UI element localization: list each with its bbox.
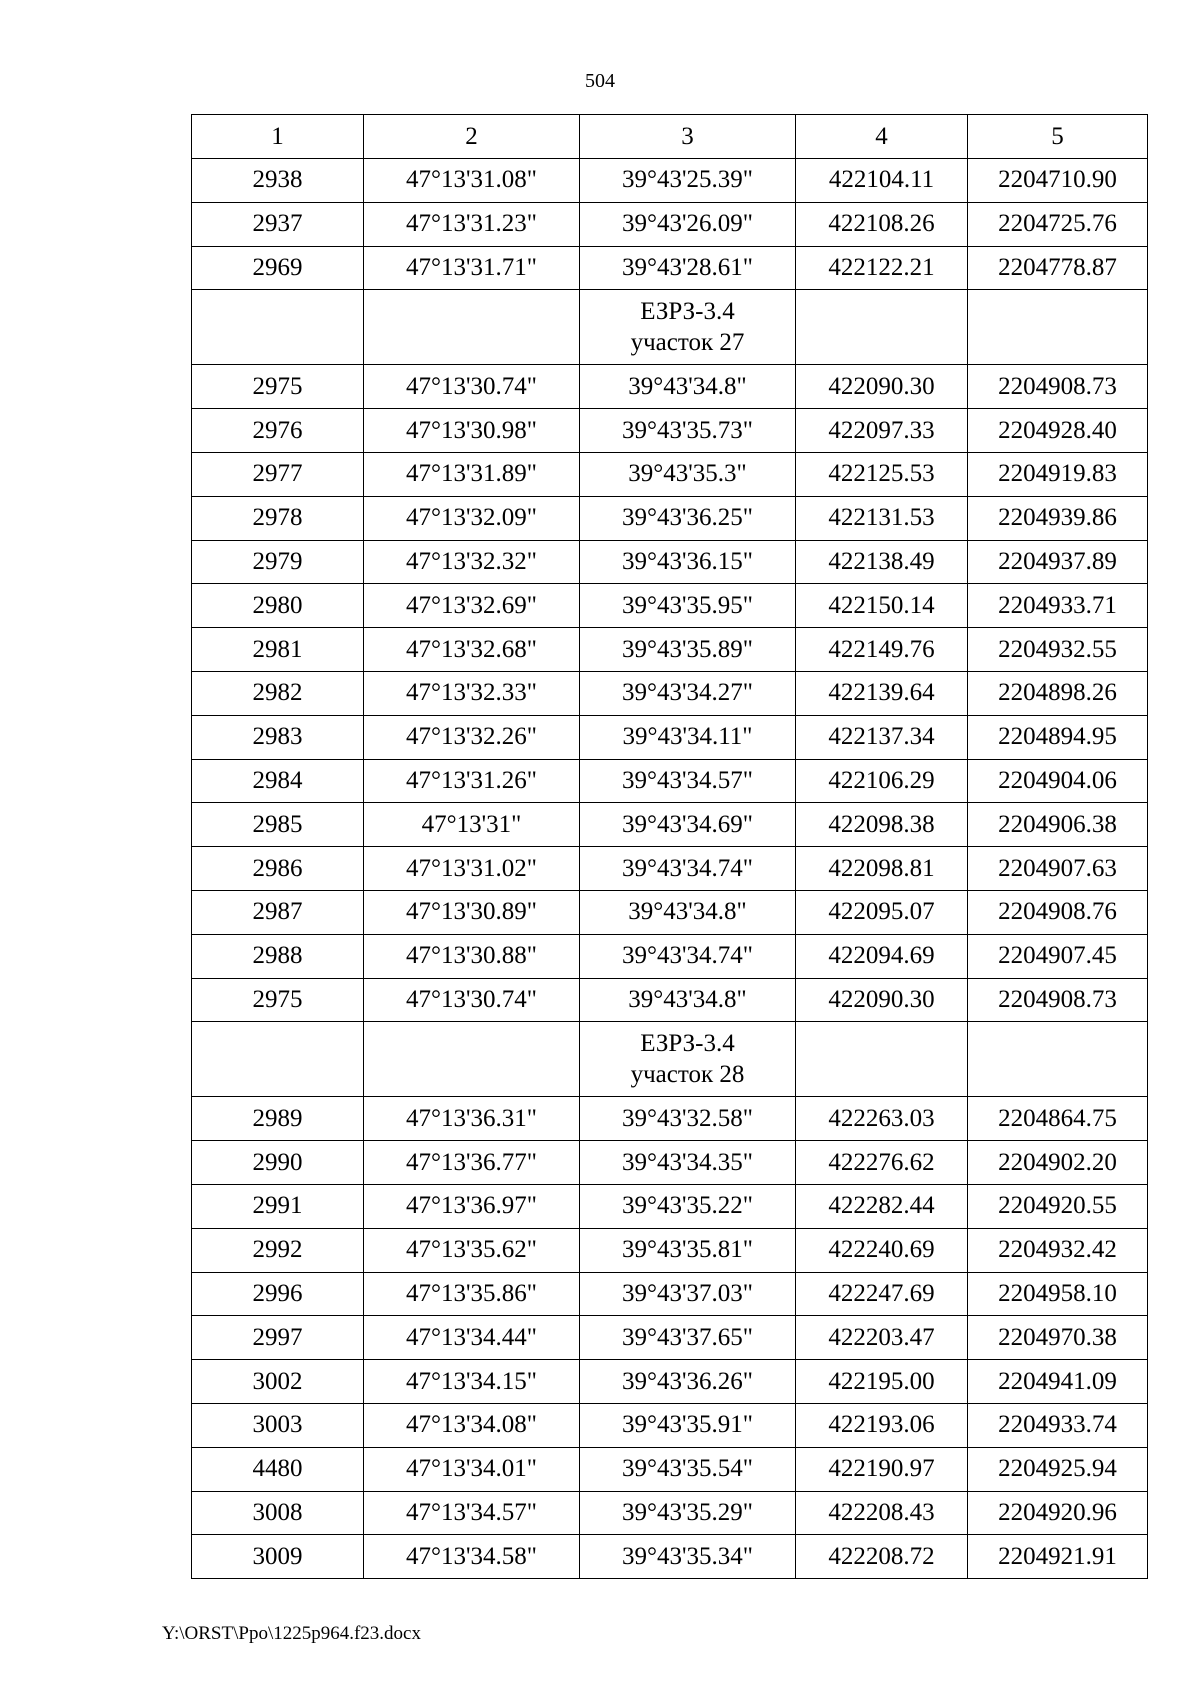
y-coordinate-cell: 2204937.89	[968, 540, 1148, 584]
point-number-cell: 2982	[192, 671, 364, 715]
empty-cell	[796, 1022, 968, 1097]
y-coordinate-cell: 2204920.96	[968, 1491, 1148, 1535]
latitude-cell: 47°13'31"	[364, 803, 580, 847]
x-coordinate-cell: 422149.76	[796, 628, 968, 672]
x-coordinate-cell: 422108.26	[796, 202, 968, 246]
x-coordinate-cell: 422282.44	[796, 1184, 968, 1228]
column-header: 2	[364, 115, 580, 159]
x-coordinate-cell: 422195.00	[796, 1360, 968, 1404]
x-coordinate-cell: 422138.49	[796, 540, 968, 584]
point-number-cell: 2992	[192, 1228, 364, 1272]
latitude-cell: 47°13'34.44"	[364, 1316, 580, 1360]
table-row	[192, 365, 1148, 409]
y-coordinate-cell: 2204970.38	[968, 1316, 1148, 1360]
point-number-cell: 2989	[192, 1097, 364, 1141]
point-number-cell: 2991	[192, 1184, 364, 1228]
longitude-cell: 39°43'34.74"	[580, 934, 796, 978]
latitude-cell: 47°13'31.71"	[364, 246, 580, 290]
table-row	[192, 1272, 1148, 1316]
section-label-cell	[580, 1022, 796, 1097]
empty-cell	[968, 1022, 1148, 1097]
y-coordinate-cell: 2204939.86	[968, 496, 1148, 540]
latitude-cell: 47°13'34.57"	[364, 1491, 580, 1535]
x-coordinate-cell: 422094.69	[796, 934, 968, 978]
point-number-cell: 2938	[192, 159, 364, 203]
table-row	[192, 452, 1148, 496]
x-coordinate-cell: 422137.34	[796, 715, 968, 759]
point-number-cell: 2976	[192, 409, 364, 453]
latitude-cell: 47°13'31.02"	[364, 847, 580, 891]
table-row	[192, 540, 1148, 584]
longitude-cell: 39°43'32.58"	[580, 1097, 796, 1141]
point-number-cell: 2988	[192, 934, 364, 978]
point-number-cell: 2983	[192, 715, 364, 759]
latitude-cell: 47°13'30.89"	[364, 890, 580, 934]
point-number-cell: 2996	[192, 1272, 364, 1316]
y-coordinate-cell: 2204725.76	[968, 202, 1148, 246]
latitude-cell: 47°13'31.08"	[364, 159, 580, 203]
x-coordinate-cell: 422240.69	[796, 1228, 968, 1272]
latitude-cell: 47°13'32.32"	[364, 540, 580, 584]
latitude-cell: 47°13'30.98"	[364, 409, 580, 453]
table-row	[192, 759, 1148, 803]
latitude-cell: 47°13'31.89"	[364, 452, 580, 496]
y-coordinate-cell: 2204921.91	[968, 1535, 1148, 1579]
y-coordinate-cell: 2204941.09	[968, 1360, 1148, 1404]
y-coordinate-cell: 2204925.94	[968, 1447, 1148, 1491]
x-coordinate-cell: 422208.43	[796, 1491, 968, 1535]
latitude-cell: 47°13'35.86"	[364, 1272, 580, 1316]
latitude-cell: 47°13'31.26"	[364, 759, 580, 803]
x-coordinate-cell: 422276.62	[796, 1141, 968, 1185]
longitude-cell: 39°43'35.89"	[580, 628, 796, 672]
longitude-cell: 39°43'34.8"	[580, 978, 796, 1022]
x-coordinate-cell: 422190.97	[796, 1447, 968, 1491]
y-coordinate-cell: 2204919.83	[968, 452, 1148, 496]
table-row	[192, 409, 1148, 453]
table-row	[192, 1097, 1148, 1141]
point-number-cell: 2987	[192, 890, 364, 934]
x-coordinate-cell: 422139.64	[796, 671, 968, 715]
table-row	[192, 1184, 1148, 1228]
y-coordinate-cell: 2204778.87	[968, 246, 1148, 290]
table-row	[192, 246, 1148, 290]
longitude-cell: 39°43'34.74"	[580, 847, 796, 891]
x-coordinate-cell: 422098.81	[796, 847, 968, 891]
point-number-cell: 3009	[192, 1535, 364, 1579]
x-coordinate-cell: 422095.07	[796, 890, 968, 934]
y-coordinate-cell: 2204932.42	[968, 1228, 1148, 1272]
point-number-cell: 4480	[192, 1447, 364, 1491]
point-number-cell: 2981	[192, 628, 364, 672]
x-coordinate-cell: 422203.47	[796, 1316, 968, 1360]
table-row	[192, 202, 1148, 246]
longitude-cell: 39°43'37.03"	[580, 1272, 796, 1316]
latitude-cell: 47°13'36.77"	[364, 1141, 580, 1185]
section-zone-label: ЕЗРЗ-3.4	[640, 298, 735, 326]
section-plot-label: участок 28	[630, 1061, 745, 1089]
x-coordinate-cell: 422208.72	[796, 1535, 968, 1579]
point-number-cell: 2975	[192, 978, 364, 1022]
point-number-cell: 3002	[192, 1360, 364, 1404]
y-coordinate-cell: 2204908.73	[968, 978, 1148, 1022]
latitude-cell: 47°13'31.23"	[364, 202, 580, 246]
empty-cell	[968, 290, 1148, 365]
column-header: 4	[796, 115, 968, 159]
table-row	[192, 1491, 1148, 1535]
latitude-cell: 47°13'32.33"	[364, 671, 580, 715]
section-row	[192, 1022, 1148, 1097]
section-plot-label: участок 27	[630, 329, 745, 357]
y-coordinate-cell: 2204932.55	[968, 628, 1148, 672]
column-header: 5	[968, 115, 1148, 159]
longitude-cell: 39°43'34.8"	[580, 365, 796, 409]
x-coordinate-cell: 422122.21	[796, 246, 968, 290]
longitude-cell: 39°43'34.35"	[580, 1141, 796, 1185]
point-number-cell: 2990	[192, 1141, 364, 1185]
point-number-cell: 2937	[192, 202, 364, 246]
x-coordinate-cell: 422150.14	[796, 584, 968, 628]
table-header-row	[192, 115, 1148, 159]
longitude-cell: 39°43'36.15"	[580, 540, 796, 584]
longitude-cell: 39°43'35.54"	[580, 1447, 796, 1491]
column-header: 3	[580, 115, 796, 159]
y-coordinate-cell: 2204908.73	[968, 365, 1148, 409]
longitude-cell: 39°43'37.65"	[580, 1316, 796, 1360]
point-number-cell: 3008	[192, 1491, 364, 1535]
longitude-cell: 39°43'36.26"	[580, 1360, 796, 1404]
table-row	[192, 803, 1148, 847]
table-row	[192, 1447, 1148, 1491]
latitude-cell: 47°13'36.31"	[364, 1097, 580, 1141]
y-coordinate-cell: 2204920.55	[968, 1184, 1148, 1228]
latitude-cell: 47°13'32.26"	[364, 715, 580, 759]
longitude-cell: 39°43'35.91"	[580, 1403, 796, 1447]
table-row	[192, 847, 1148, 891]
longitude-cell: 39°43'26.09"	[580, 202, 796, 246]
longitude-cell: 39°43'35.22"	[580, 1184, 796, 1228]
table-row	[192, 1360, 1148, 1404]
column-header: 1	[192, 115, 364, 159]
longitude-cell: 39°43'35.34"	[580, 1535, 796, 1579]
y-coordinate-cell: 2204906.38	[968, 803, 1148, 847]
point-number-cell: 2985	[192, 803, 364, 847]
section-label-cell	[580, 290, 796, 365]
table-row	[192, 584, 1148, 628]
longitude-cell: 39°43'34.69"	[580, 803, 796, 847]
section-zone-label: ЕЗРЗ-3.4	[640, 1030, 735, 1058]
table-row	[192, 1316, 1148, 1360]
longitude-cell: 39°43'34.11"	[580, 715, 796, 759]
point-number-cell: 2969	[192, 246, 364, 290]
footer-file-path: Y:\ORST\Ppo\1225p964.f23.docx	[162, 1623, 421, 1644]
table-row	[192, 159, 1148, 203]
latitude-cell: 47°13'32.69"	[364, 584, 580, 628]
page-number: 504	[585, 70, 615, 92]
y-coordinate-cell: 2204907.63	[968, 847, 1148, 891]
latitude-cell: 47°13'34.08"	[364, 1403, 580, 1447]
longitude-cell: 39°43'34.57"	[580, 759, 796, 803]
table-body	[192, 159, 1148, 1579]
longitude-cell: 39°43'35.73"	[580, 409, 796, 453]
empty-cell	[192, 1022, 364, 1097]
x-coordinate-cell: 422193.06	[796, 1403, 968, 1447]
table-row	[192, 1535, 1148, 1579]
table-row	[192, 934, 1148, 978]
y-coordinate-cell: 2204907.45	[968, 934, 1148, 978]
longitude-cell: 39°43'28.61"	[580, 246, 796, 290]
x-coordinate-cell: 422098.38	[796, 803, 968, 847]
y-coordinate-cell: 2204894.95	[968, 715, 1148, 759]
latitude-cell: 47°13'34.15"	[364, 1360, 580, 1404]
empty-cell	[192, 290, 364, 365]
y-coordinate-cell: 2204904.06	[968, 759, 1148, 803]
point-number-cell: 2979	[192, 540, 364, 584]
point-number-cell: 2980	[192, 584, 364, 628]
empty-cell	[364, 290, 580, 365]
longitude-cell: 39°43'36.25"	[580, 496, 796, 540]
y-coordinate-cell: 2204864.75	[968, 1097, 1148, 1141]
table-row	[192, 1403, 1148, 1447]
table-row	[192, 890, 1148, 934]
latitude-cell: 47°13'34.01"	[364, 1447, 580, 1491]
y-coordinate-cell: 2204928.40	[968, 409, 1148, 453]
point-number-cell: 2986	[192, 847, 364, 891]
x-coordinate-cell: 422125.53	[796, 452, 968, 496]
table-row	[192, 1228, 1148, 1272]
latitude-cell: 47°13'30.74"	[364, 978, 580, 1022]
point-number-cell: 2984	[192, 759, 364, 803]
y-coordinate-cell: 2204898.26	[968, 671, 1148, 715]
table-row	[192, 715, 1148, 759]
coordinates-table	[191, 114, 1148, 1579]
y-coordinate-cell: 2204902.20	[968, 1141, 1148, 1185]
latitude-cell: 47°13'32.09"	[364, 496, 580, 540]
longitude-cell: 39°43'35.95"	[580, 584, 796, 628]
x-coordinate-cell: 422131.53	[796, 496, 968, 540]
empty-cell	[796, 290, 968, 365]
latitude-cell: 47°13'32.68"	[364, 628, 580, 672]
latitude-cell: 47°13'35.62"	[364, 1228, 580, 1272]
point-number-cell: 2977	[192, 452, 364, 496]
section-row	[192, 290, 1148, 365]
y-coordinate-cell: 2204933.74	[968, 1403, 1148, 1447]
table-row	[192, 671, 1148, 715]
table-row	[192, 496, 1148, 540]
x-coordinate-cell: 422097.33	[796, 409, 968, 453]
table-row	[192, 978, 1148, 1022]
x-coordinate-cell: 422106.29	[796, 759, 968, 803]
table-row	[192, 628, 1148, 672]
longitude-cell: 39°43'34.27"	[580, 671, 796, 715]
longitude-cell: 39°43'35.81"	[580, 1228, 796, 1272]
x-coordinate-cell: 422104.11	[796, 159, 968, 203]
x-coordinate-cell: 422247.69	[796, 1272, 968, 1316]
longitude-cell: 39°43'34.8"	[580, 890, 796, 934]
point-number-cell: 3003	[192, 1403, 364, 1447]
longitude-cell: 39°43'35.29"	[580, 1491, 796, 1535]
point-number-cell: 2997	[192, 1316, 364, 1360]
y-coordinate-cell: 2204958.10	[968, 1272, 1148, 1316]
x-coordinate-cell: 422263.03	[796, 1097, 968, 1141]
empty-cell	[364, 1022, 580, 1097]
point-number-cell: 2975	[192, 365, 364, 409]
y-coordinate-cell: 2204710.90	[968, 159, 1148, 203]
x-coordinate-cell: 422090.30	[796, 365, 968, 409]
table-row	[192, 1141, 1148, 1185]
latitude-cell: 47°13'30.88"	[364, 934, 580, 978]
longitude-cell: 39°43'25.39"	[580, 159, 796, 203]
point-number-cell: 2978	[192, 496, 364, 540]
y-coordinate-cell: 2204908.76	[968, 890, 1148, 934]
latitude-cell: 47°13'34.58"	[364, 1535, 580, 1579]
latitude-cell: 47°13'30.74"	[364, 365, 580, 409]
y-coordinate-cell: 2204933.71	[968, 584, 1148, 628]
longitude-cell: 39°43'35.3"	[580, 452, 796, 496]
x-coordinate-cell: 422090.30	[796, 978, 968, 1022]
latitude-cell: 47°13'36.97"	[364, 1184, 580, 1228]
